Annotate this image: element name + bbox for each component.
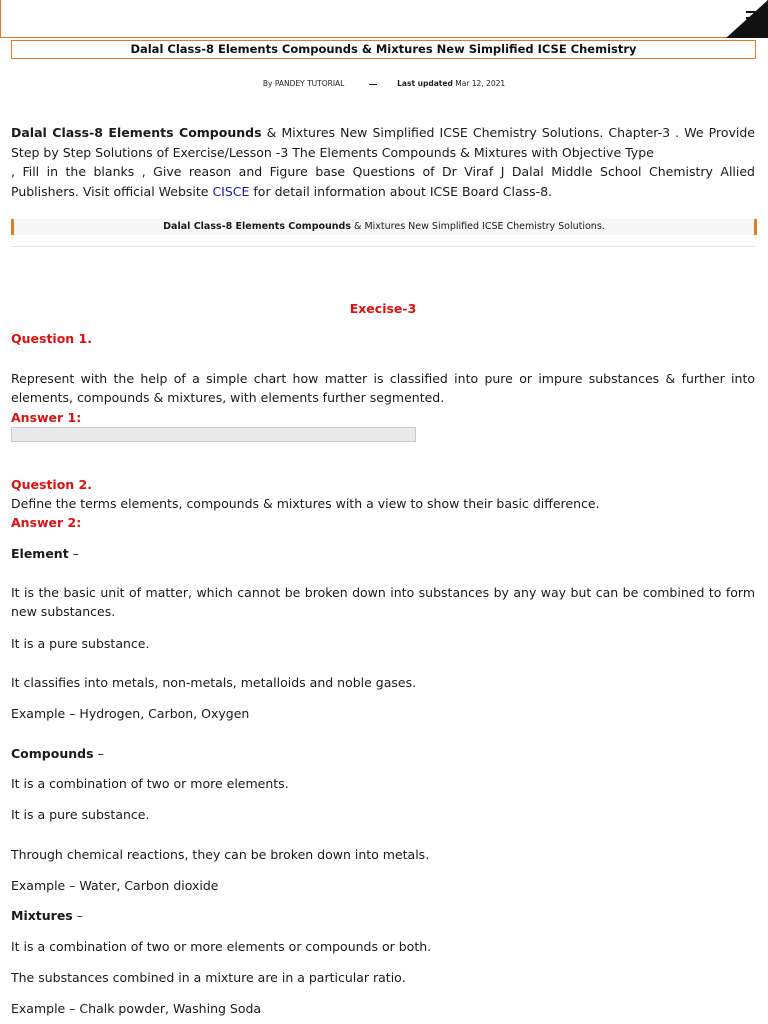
mixtures-para-1: It is a combination of two or more elements or compounds or both. — [11, 939, 432, 954]
mixtures-para-2: The substances combined in a mixture are in a particular ratio. — [11, 970, 406, 985]
post-meta — [0, 79, 768, 88]
subheading-rest: & Mixtures New Simplified ICSE Chemistry Solutions. — [351, 221, 605, 232]
compounds-para-2: It is a pure substance. — [11, 807, 150, 822]
hamburger-icon — [746, 11, 762, 29]
compounds-heading-text: Compounds — [11, 746, 94, 761]
intro-text-2: , Fill in the blanks , Give reason and Figure base Questions of Dr Viraf J Dalal Middle School Chemistry Allied Publishers. Visit official Website — [11, 164, 755, 199]
chart-image-placeholder — [11, 427, 416, 442]
mixtures-para-3: Example – Chalk powder, Washing Soda — [11, 1001, 262, 1016]
element-dash: – — [68, 546, 79, 561]
cisce-link[interactable]: CISCE — [212, 183, 250, 199]
compounds-para-3: Through chemical reactions, they can be broken down into metals. — [11, 847, 430, 862]
author-link[interactable]: PANDEY TUTORIAL — [274, 79, 345, 88]
question-2-text: Define the terms elements, compounds & mixtures with a view to show their basic difference. — [11, 496, 600, 511]
by-label: By — [262, 79, 273, 88]
meta-separator — [369, 84, 377, 85]
intro-bold: Dalal Class-8 Elements Compounds — [11, 125, 262, 140]
element-para-1: It is the basic unit of matter, which cannot be broken down into substances by any way but can be combined to form new substances. — [11, 585, 755, 619]
mixtures-dash: – — [72, 908, 83, 923]
intro-paragraph — [11, 123, 755, 201]
element-heading — [11, 544, 755, 563]
compounds-heading — [11, 744, 755, 763]
question-1-text: Represent with the help of a simple chart how matter is classified into pure or impure substances & further into elements, compounds & mixtures, with elements further segmented. — [11, 371, 755, 405]
intro-text-1: & Mixtures New Simplified ICSE Chemistry Solutions. Chapter-3 . We Provide Step by Step Solutions of Exercise/Lesson -3 The Elements Compounds & Mixtures with Objective Type — [11, 125, 755, 160]
page-title: Dalal Class-8 Elements Compounds & Mixtures New Simplified ICSE Chemistry — [11, 40, 756, 59]
menu-button[interactable] — [726, 0, 768, 38]
divider — [11, 246, 755, 247]
answer-2-label: Answer 2: — [11, 515, 82, 530]
intro-text-3: for detail information about ICSE Board Class-8. — [249, 183, 553, 199]
mixtures-heading-text: Mixtures — [11, 908, 73, 923]
top-bar — [0, 0, 768, 38]
updated-date: Mar 12, 2021 — [455, 79, 506, 88]
answer-1-label: Answer 1: — [11, 410, 82, 425]
element-para-2: It is a pure substance. — [11, 636, 150, 651]
element-para-4: Example – Hydrogen, Carbon, Oxygen — [11, 706, 250, 721]
question-2-label: Question 2. — [11, 477, 92, 492]
updated-label: Last updated — [397, 79, 453, 88]
exercise-heading: Execise-3 — [349, 301, 417, 316]
compounds-dash: – — [93, 746, 104, 761]
mixtures-heading — [11, 906, 755, 925]
subheading-bold: Dalal Class-8 Elements Compounds — [163, 221, 352, 232]
question-1-label: Question 1. — [11, 331, 92, 346]
element-heading-text: Element — [11, 546, 69, 561]
compounds-para-4: Example – Water, Carbon dioxide — [11, 878, 219, 893]
compounds-para-1: It is a combination of two or more elements. — [11, 776, 289, 791]
element-para-3: It classifies into metals, non-metals, metalloids and noble gases. — [11, 675, 417, 690]
section-subheading — [11, 219, 757, 235]
